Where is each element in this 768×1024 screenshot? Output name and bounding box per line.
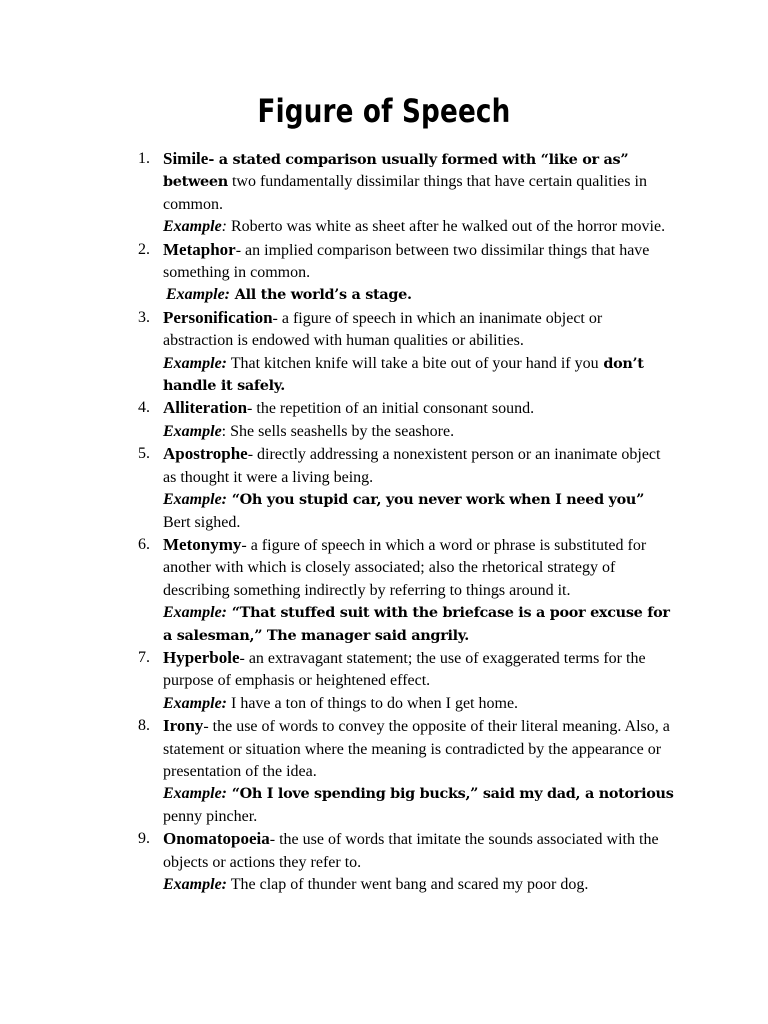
item-number: 7. — [138, 648, 150, 666]
example-label: Example: — [166, 286, 230, 304]
term-definition: - a stated comparison usually formed with “like or as” between — [163, 151, 629, 191]
list-item — [0, 443, 675, 534]
example-text-cont: Bert sighed. — [163, 513, 241, 531]
example-text: “Oh you stupid car, you never work when I need you” — [227, 491, 645, 509]
term-definition: - a figure of speech in which a word or phrase is substituted for another with which is closely associated; also the rhetorical strategy of describing something indirectly by referring to things around it. — [163, 536, 647, 599]
example-label: Example — [163, 422, 222, 440]
example-label: Example: — [163, 491, 227, 509]
term-definition: - the repetition of an initial consonant sound. — [247, 400, 535, 418]
example-label: Example: — [163, 354, 227, 372]
figures-list — [0, 148, 768, 896]
example-label: Example: — [163, 604, 227, 622]
example-text: “That stuffed suit with the briefcase is a poor excuse for a salesman,” The manager said angrily. — [163, 604, 670, 644]
example-label: Example: — [163, 785, 227, 803]
term-definition: - an extravagant statement; the use of exaggerated terms for the purpose of emphasis or heightened effect. — [163, 649, 646, 690]
term-name: Alliteration — [163, 398, 248, 418]
example-label: Example — [163, 218, 222, 236]
term-definition: - the use of words to convey the opposite of their literal meaning. Also, a statement or situation where the meaning is contradicted by the appearance or presentation of the idea. — [163, 718, 670, 780]
example-text-cont: don’t handle it safely. — [163, 354, 644, 395]
term-name: Irony — [163, 716, 204, 736]
page-title: Figure of Speech — [257, 92, 511, 130]
term-name: Simile — [163, 149, 209, 168]
list-item — [0, 715, 675, 828]
item-number: 9. — [138, 830, 150, 848]
term-definition: - an implied comparison between two dissimilar things that have something in common. — [163, 241, 650, 282]
example-text: All the world’s a stage. — [230, 286, 412, 304]
example-text-cont: penny pincher. — [163, 807, 258, 825]
example-colon: : — [221, 218, 227, 236]
term-definition: - a figure of speech in which an inanimate object or abstraction is endowed with human qualities or abilities. — [163, 309, 603, 350]
term-definition: - the use of words that imitate the sounds associated with the objects or actions they refer to. — [163, 831, 659, 871]
example-text: “Oh I love spending big bucks,” said my dad, a notorious — [227, 785, 674, 803]
term-name: Metonymy — [163, 534, 242, 554]
list-item — [0, 647, 675, 715]
item-number: 5. — [138, 445, 150, 463]
example-text: That kitchen knife will take a bite out of your hand if you — [227, 354, 599, 372]
example-label: Example: — [163, 694, 227, 712]
example-text: The clap of thunder went bang and scared my poor dog. — [227, 876, 589, 893]
term-definition: - directly addressing a nonexistent person or an inanimate object as thought it were a living being. — [163, 446, 661, 486]
example-text: I have a ton of things to do when I get home. — [227, 694, 519, 712]
term-name: Metaphor — [163, 239, 236, 259]
item-number: 1. — [138, 150, 150, 167]
item-number: 4. — [138, 399, 150, 417]
term-name: Hyperbole — [163, 647, 240, 667]
item-number: 2. — [138, 240, 150, 258]
term-name: Personification — [163, 307, 273, 327]
item-number: 3. — [138, 308, 150, 326]
term-name: Apostrophe — [163, 444, 248, 464]
list-item — [0, 148, 675, 239]
list-item — [0, 397, 675, 443]
term-definition-cont: two fundamentally dissimilar things that have certain qualities in common. — [163, 173, 647, 213]
list-item — [0, 534, 675, 647]
example-label: Example: — [163, 876, 227, 893]
example-text: : She sells seashells by the seashore. — [221, 422, 455, 440]
list-item — [0, 828, 675, 896]
list-item — [0, 239, 675, 307]
item-number: 8. — [138, 717, 150, 735]
list-item — [0, 307, 675, 398]
term-name: Onomatopoeia — [163, 829, 270, 849]
example-text: Roberto was white as sheet after he walked out of the horror movie. — [227, 218, 666, 236]
item-number: 6. — [138, 535, 150, 553]
